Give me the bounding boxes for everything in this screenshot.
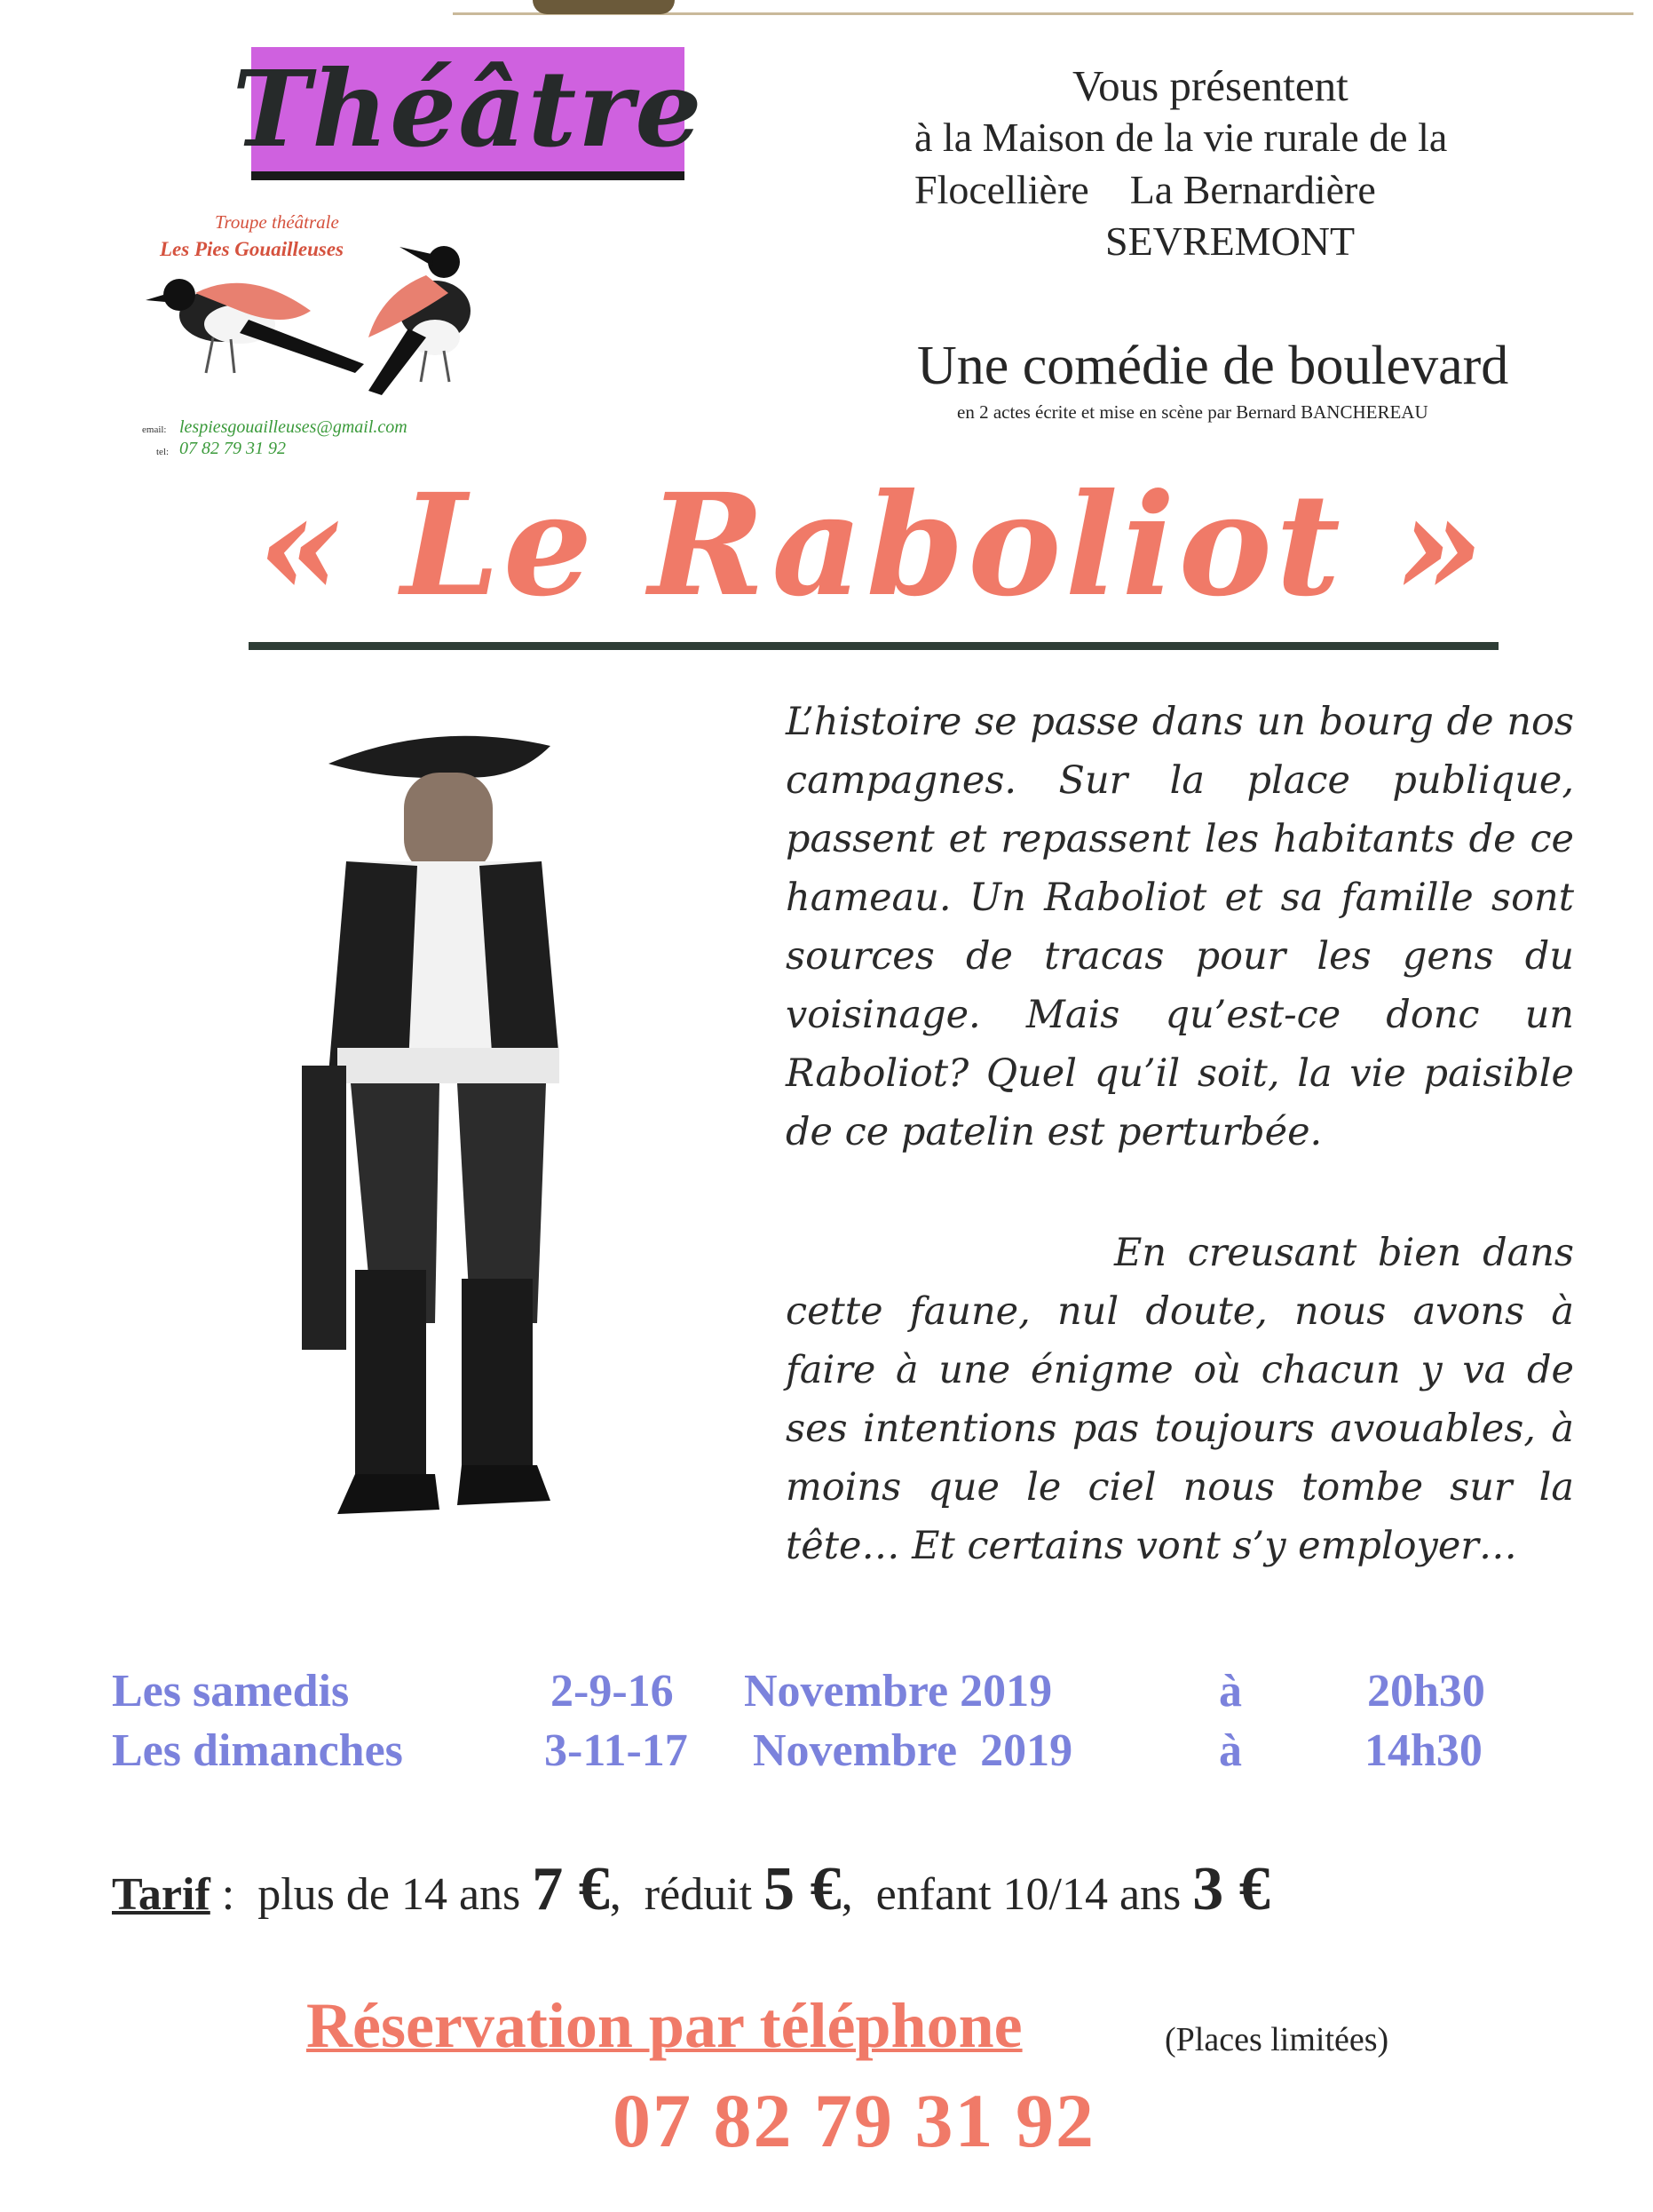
saturdays-at: à xyxy=(1219,1666,1242,1716)
pricing-adult-text: : plus de 14 ans xyxy=(210,1869,533,1920)
child-price: 3 € xyxy=(1192,1855,1270,1923)
pricing-label: Tarif xyxy=(112,1869,210,1920)
contact-phone[interactable]: 07 82 79 31 92 xyxy=(179,439,286,458)
right-magpie-icon xyxy=(368,246,471,395)
venue-line-3: SEVREMONT xyxy=(1105,218,1356,264)
saturdays-days: 2-9-16 xyxy=(550,1666,674,1716)
theatre-title: Théâtre xyxy=(232,47,704,170)
reservation-heading: Réservation par téléphone xyxy=(306,1990,1023,2061)
saturdays-month: Novembre 2019 xyxy=(744,1666,1053,1716)
reduced-price: 5 € xyxy=(763,1855,842,1923)
reservation-phone[interactable]: 07 82 79 31 92 xyxy=(613,2078,1095,2163)
title-divider xyxy=(249,642,1499,650)
synopsis-paragraph-2 xyxy=(786,1224,1574,1575)
presents-line: Vous présentent xyxy=(1072,61,1348,110)
pricing-child-text: , enfant 10/14 ans xyxy=(841,1869,1193,1920)
pricing-reduced-text: , réduit xyxy=(609,1869,764,1920)
sundays-label: Les dimanches xyxy=(112,1725,403,1776)
saturdays-label: Les samedis xyxy=(112,1666,350,1716)
venue-line-1: à la Maison de la vie rurale de la xyxy=(914,115,1448,160)
play-title: « Le Raboliot » xyxy=(257,464,1488,628)
comedy-heading: Une comédie de boulevard xyxy=(917,336,1509,396)
troupe-subtitle: Troupe théâtrale xyxy=(215,211,339,233)
raboliot-character-illustration xyxy=(284,710,586,1536)
synopsis-paragraph-1 xyxy=(786,693,1574,1161)
synopsis-text-1: L’histoire se passe dans un bourg de nos campagnes. Sur la place publique, passent et repassent les habitants de ce hameau. Un Raboliot et sa famille sont sources de tracas pour les gens du voisinage. Mais qu’est-ce donc un Raboliot? Quel qu’il soit, la vie paisible de ce patelin est perturbée. xyxy=(786,700,1574,1154)
contact-email[interactable]: lespiesgouailleuses@gmail.com xyxy=(179,417,407,437)
sundays-time: 14h30 xyxy=(1364,1725,1483,1776)
reservation-note: (Places limitées) xyxy=(1165,2021,1389,2058)
venue-line-2: Flocellière La Bernardière xyxy=(914,167,1376,212)
scan-edge-tab xyxy=(533,0,675,14)
sundays-month: Novembre 2019 xyxy=(753,1725,1073,1776)
tel-label: tel: xyxy=(156,447,170,457)
sundays-days: 3-11-17 xyxy=(544,1725,688,1776)
theatre-banner xyxy=(232,47,704,180)
left-magpie-icon xyxy=(146,279,364,373)
adult-price: 7 € xyxy=(532,1855,610,1923)
comedy-credits: en 2 actes écrite et mise en scène par Bernard BANCHEREAU xyxy=(957,401,1428,423)
email-label: email: xyxy=(142,424,167,435)
saturdays-time: 20h30 xyxy=(1367,1666,1485,1716)
troupe-name: Les Pies Gouailleuses xyxy=(160,238,344,260)
sundays-at: à xyxy=(1219,1725,1242,1776)
pricing-line xyxy=(112,1854,1270,1925)
synopsis-text-2: En creusant bien dans cette faune, nul doute, nous avons à faire à une énigme où chacun y va de ses intentions pas toujours avouables, à moins que le ciel nous tombe sur la tête… Et certains vont s’y employer… xyxy=(786,1231,1574,1568)
